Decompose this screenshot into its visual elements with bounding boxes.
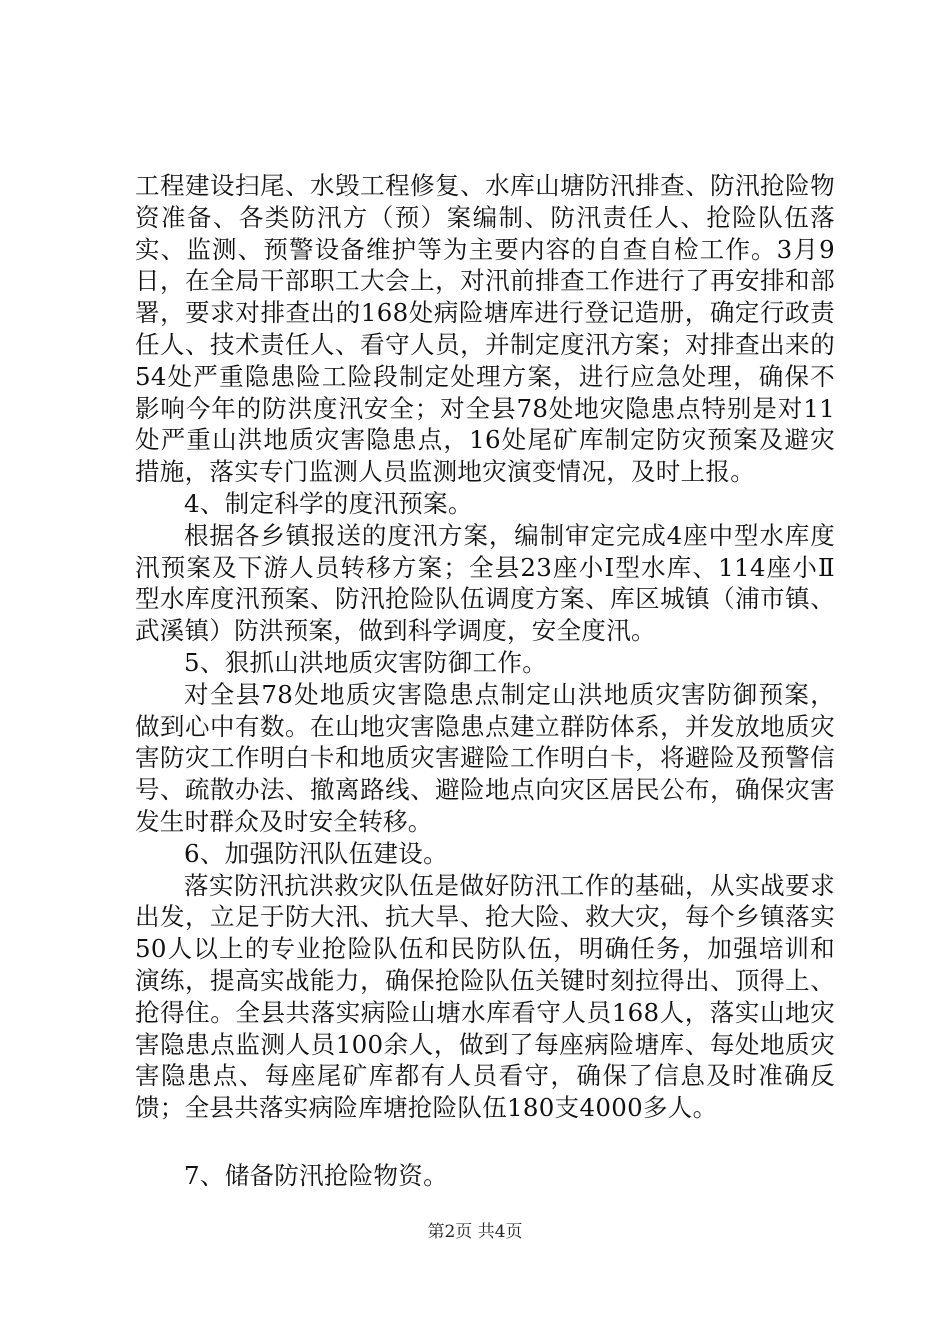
page-footer: 第2页 共4页	[427, 1222, 523, 1242]
paragraph-continuation: 工程建设扫尾、水毁工程修复、水库山塘防汛排查、防汛抢险物资准备、各类防汛方（预）案编制、防汛责任人、抢险队伍落实、监测、预警设备维护等为主要内容的自查自检工作。3月9日，在全局干部职工大会上，对汛前排查工作进行了再安排和部署，要求对排查出的168处病险塘库进行登记造册，确定行政责任人、技术责任人、看守人员，并制定度汛方案；对排查出来的54处严重隐患险工险段制定处理方案，进行应急处理，确保不影响今年的防洪度汛安全；对全县78处地灾隐患点特别是对11处严重山洪地质灾害隐患点，16处尾矿库制定防灾预案及避灾措施，落实专门监测人员监测地灾演变情况，及时上报。	[135, 171, 835, 487]
paragraph-6: 落实防汛抗洪救灾队伍是做好防汛工作的基础，从实战要求出发，立足于防大汛、抗大旱、抢大险、救大灾，每个乡镇落实50人以上的专业抢险队伍和民防队伍，明确任务，加强培训和演练，提高实战能力，确保抢险队伍关键时刻拉得出、顶得上、抢得住。全县共落实病险山塘水库看守人员168人，落实山地灾害隐患点监测人员100余人，做到了每座病险塘库、每处地质灾害隐患点、每座尾矿库都有人员看守，确保了信息及时准确反馈；全县共落实病险库塘抢险队伍180支4000多人。	[135, 870, 835, 1123]
heading-7: 7、储备防汛抢险物资。	[184, 1160, 448, 1190]
paragraph-5: 对全县78处地质灾害隐患点制定山洪地质灾害防御预案，做到心中有数。在山地灾害隐患点建立群防体系，并发放地质灾害防灾工作明白卡和地质灾害避险工作明白卡，将避险及预警信号、疏散办法、撤离路线、避险地点向灾区居民公布，确保灾害发生时群众及时安全转移。	[135, 679, 835, 836]
heading-5: 5、狠抓山洪地质灾害防御工作。	[184, 647, 548, 677]
paragraph-4: 根据各乡镇报送的度汛方案，编制审定完成4座中型水库度汛预案及下游人员转移方案；全县23座小Ⅰ型水库、114座小Ⅱ型水库度汛预案、防汛抢险队伍调度方案、库区城镇（浦市镇、武溪镇）防洪预案，做到科学调度，安全度汛。	[135, 520, 835, 646]
heading-6: 6、加强防汛队伍建设。	[184, 838, 448, 868]
heading-4: 4、制定科学的度汛预案。	[184, 488, 473, 518]
document-body	[135, 170, 835, 1192]
